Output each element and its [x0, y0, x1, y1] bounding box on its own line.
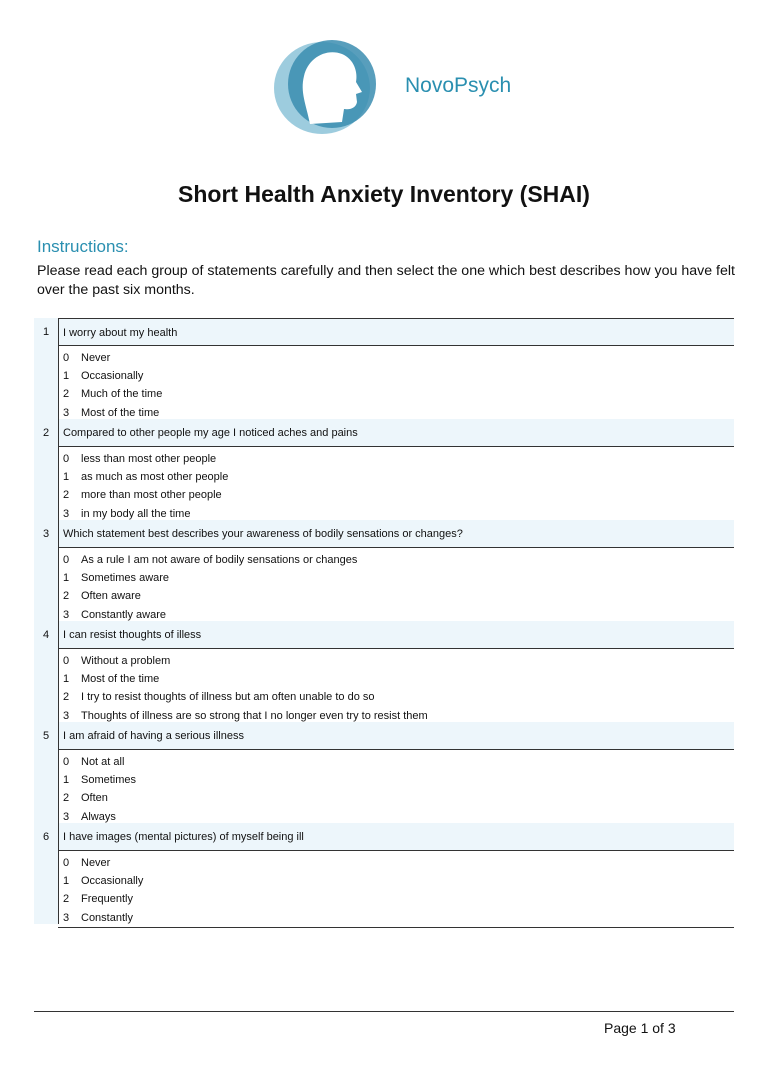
option-label: less than most other people — [81, 453, 217, 466]
option-label: in my body all the time — [81, 507, 191, 520]
option-label: Never — [81, 352, 111, 365]
option-label: Sometimes aware — [81, 572, 170, 585]
answer-option[interactable] — [59, 569, 734, 587]
option-score: 2 — [63, 691, 70, 704]
option-score: 2 — [63, 893, 70, 906]
answer-option[interactable] — [59, 670, 734, 688]
answer-option[interactable] — [59, 789, 734, 807]
question-number: 4 — [34, 621, 58, 722]
option-score: 1 — [63, 875, 70, 888]
option-score: 0 — [63, 554, 70, 567]
answer-option[interactable] — [59, 349, 734, 367]
option-label: Constantly aware — [81, 608, 166, 621]
option-label: Never — [81, 857, 111, 870]
answer-option[interactable] — [59, 587, 734, 605]
answer-option[interactable] — [59, 909, 734, 927]
option-score: 3 — [63, 709, 70, 722]
option-score: 3 — [63, 911, 70, 924]
option-label: Constantly — [81, 911, 133, 924]
option-label: Not at all — [81, 756, 125, 769]
option-score: 2 — [63, 792, 70, 805]
question-block — [34, 722, 734, 823]
answer-option[interactable] — [59, 890, 734, 908]
answer-option[interactable] — [59, 854, 734, 872]
answer-options — [59, 548, 734, 621]
answer-option[interactable] — [59, 486, 734, 504]
question-text: I worry about my health — [59, 318, 734, 346]
table-bottom-rule — [58, 927, 734, 928]
answer-option[interactable] — [59, 551, 734, 569]
option-label: Frequently — [81, 893, 133, 906]
option-label: Often aware — [81, 590, 141, 603]
question-block — [34, 520, 734, 621]
brand-name: NovoPsych — [405, 74, 512, 97]
option-label: As a rule I am not aware of bodily sensations or changes — [81, 554, 358, 567]
header-logo — [270, 34, 570, 138]
option-score: 3 — [63, 608, 70, 621]
document-title: Short Health Anxiety Inventory (SHAI) — [178, 181, 590, 207]
option-score: 2 — [63, 590, 70, 603]
answer-options — [59, 750, 734, 823]
option-score: 0 — [63, 453, 70, 466]
option-label: more than most other people — [81, 489, 222, 502]
answer-option[interactable] — [59, 385, 734, 403]
option-score: 1 — [63, 673, 70, 686]
option-score: 1 — [63, 572, 70, 585]
answer-options — [59, 447, 734, 520]
footer-divider — [34, 1011, 734, 1012]
option-score: 3 — [63, 507, 70, 520]
question-block — [34, 318, 734, 419]
instructions-heading: Instructions: — [37, 237, 129, 256]
option-label: Occasionally — [81, 875, 144, 888]
option-score: 2 — [63, 388, 70, 401]
question-number: 2 — [34, 419, 58, 520]
option-label: Always — [81, 810, 116, 823]
option-score: 0 — [63, 857, 70, 870]
option-label: Most of the time — [81, 406, 160, 419]
option-label: Often — [81, 792, 108, 805]
option-label: Occasionally — [81, 370, 144, 383]
question-block — [34, 823, 734, 924]
page-number: Page 1 of 3 — [604, 1020, 676, 1036]
question-block — [34, 419, 734, 520]
option-score: 0 — [63, 655, 70, 668]
answer-option[interactable] — [59, 688, 734, 706]
option-label: Much of the time — [81, 388, 163, 401]
question-number: 3 — [34, 520, 58, 621]
option-score: 1 — [63, 370, 70, 383]
answer-options — [59, 346, 734, 419]
option-score: 3 — [63, 406, 70, 419]
question-number: 5 — [34, 722, 58, 823]
option-score: 1 — [63, 774, 70, 787]
answer-option[interactable] — [59, 468, 734, 486]
option-score: 1 — [63, 471, 70, 484]
option-label: Most of the time — [81, 673, 160, 686]
question-text: I have images (mental pictures) of myself being ill — [59, 823, 734, 851]
option-label: as much as most other people — [81, 471, 229, 484]
question-text: I am afraid of having a serious illness — [59, 722, 734, 750]
answer-options — [59, 851, 734, 924]
answer-options — [59, 649, 734, 722]
option-label: Sometimes — [81, 774, 137, 787]
answer-option[interactable] — [59, 771, 734, 789]
answer-option[interactable] — [59, 872, 734, 890]
head-profile-logo-icon — [270, 34, 380, 138]
option-score: 3 — [63, 810, 70, 823]
answer-option[interactable] — [59, 753, 734, 771]
answer-option[interactable] — [59, 652, 734, 670]
questionnaire-table — [34, 318, 734, 924]
instructions-text: Please read each group of statements carefully and then select the one which best describes how you have felt over the past six months. — [37, 263, 735, 298]
question-block — [34, 621, 734, 722]
option-score: 2 — [63, 489, 70, 502]
question-number: 1 — [34, 318, 58, 419]
question-number: 6 — [34, 823, 58, 924]
option-score: 0 — [63, 352, 70, 365]
question-text: Which statement best describes your awareness of bodily sensations or changes? — [59, 520, 734, 548]
question-text: I can resist thoughts of illess — [59, 621, 734, 649]
option-score: 0 — [63, 756, 70, 769]
question-text: Compared to other people my age I noticed aches and pains — [59, 419, 734, 447]
option-label: I try to resist thoughts of illness but am often unable to do so — [81, 691, 375, 704]
answer-option[interactable] — [59, 450, 734, 468]
answer-option[interactable] — [59, 367, 734, 385]
option-label: Thoughts of illness are so strong that I no longer even try to resist them — [81, 709, 428, 722]
option-label: Without a problem — [81, 655, 171, 668]
